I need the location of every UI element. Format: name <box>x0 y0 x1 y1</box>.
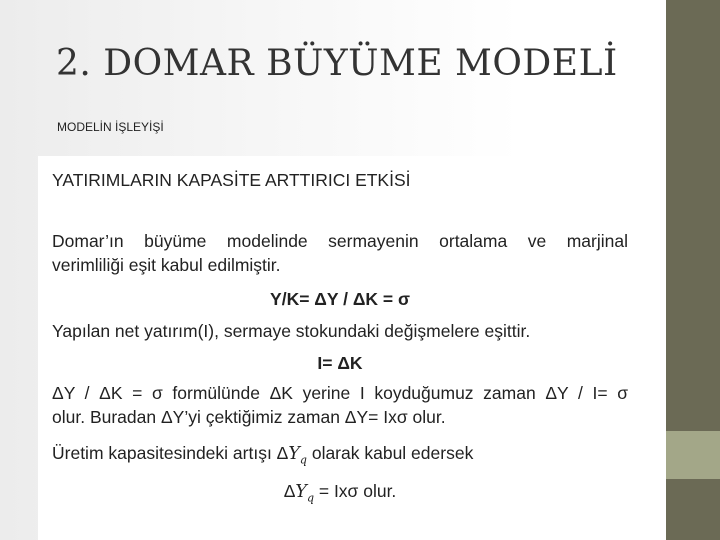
content-heading: YATIRIMLARIN KAPASİTE ARTTIRICI ETKİSİ <box>52 170 411 190</box>
paragraph-4 <box>52 443 473 467</box>
slide-subtitle: MODELİN İŞLEYİŞİ <box>57 120 164 134</box>
slide-title: 2. DOMAR BÜYÜME MODELİ <box>56 43 618 84</box>
paragraph-3-line-1: ΔY / ΔK = σ formülünde ΔK yerine I koyduğumuz zaman ΔY / I= σ <box>52 383 628 403</box>
paragraph-3-line-2: olur. Buradan ΔY’yi çektiğimiz zaman ΔY= Ixσ olur. <box>52 407 446 427</box>
formula-3-sub: q <box>306 491 314 505</box>
formula-3-prefix: Δ <box>283 481 296 501</box>
sidebar-accent-block <box>666 431 720 479</box>
paragraph-2: Yapılan net yatırım(I), sermaye stokundaki değişmelere eşittir. <box>52 321 531 341</box>
formula-3-math-var <box>295 482 314 505</box>
paragraph-4-suffix: olarak kabul edersek <box>306 443 474 463</box>
formula-3-var: Y <box>295 482 307 502</box>
formula-3 <box>52 481 628 505</box>
content-box <box>38 156 644 540</box>
formula-3-suffix: = Ixσ olur. <box>314 481 397 501</box>
paragraph-1-line-1: Domar’ın büyüme modelinde sermayenin ortalama ve marjinal <box>52 231 628 251</box>
formula-2: I= ΔK <box>317 353 363 373</box>
paragraph-4-var: Y <box>288 444 300 464</box>
paragraph-4-math-var <box>288 444 307 467</box>
paragraph-1-line-2: verimliliği eşit kabul edilmiştir. <box>52 255 281 275</box>
paragraph-4-prefix: Üretim kapasitesindeki artışı Δ <box>52 443 289 463</box>
paragraph-4-sub: q <box>299 453 307 467</box>
formula-1: Y/K= ΔY / ΔK = σ <box>270 289 410 309</box>
